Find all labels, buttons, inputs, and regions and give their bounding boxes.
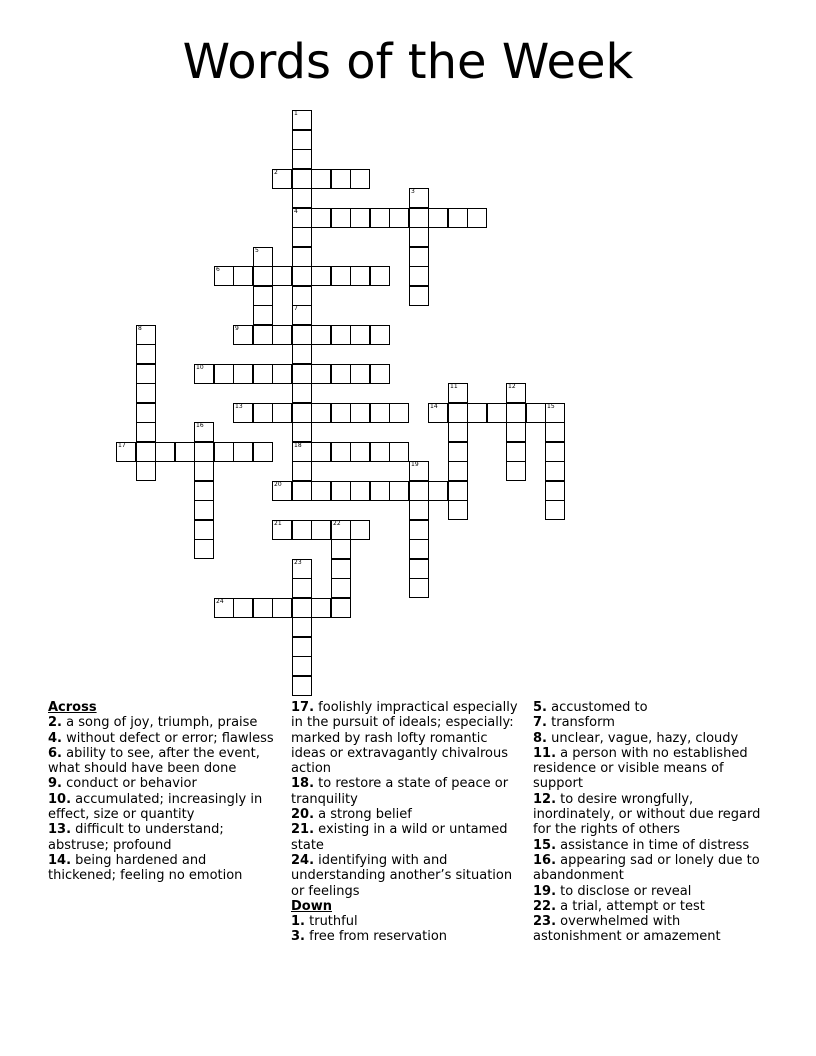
grid-cell[interactable] (155, 442, 175, 462)
grid-cell[interactable] (136, 383, 156, 403)
grid-cell[interactable] (292, 266, 312, 286)
grid-cell[interactable] (292, 442, 312, 462)
grid-cell-number: 16 (196, 422, 204, 429)
grid-cell[interactable] (331, 364, 351, 384)
grid-cell[interactable] (448, 403, 468, 423)
grid-cell[interactable] (370, 442, 390, 462)
grid-cell[interactable] (350, 481, 370, 501)
grid-cell[interactable] (194, 500, 214, 520)
grid-cell-number: 18 (294, 442, 302, 449)
grid-cell[interactable] (253, 247, 273, 267)
clue-number: 12. (533, 791, 557, 807)
grid-cell[interactable] (194, 539, 214, 559)
grid-cell[interactable] (370, 364, 390, 384)
clue-number: 9. (48, 776, 62, 792)
grid-cell[interactable] (233, 598, 253, 618)
grid-cell[interactable] (292, 617, 312, 637)
grid-cell-number: 20 (274, 481, 282, 488)
clue-text: existing in a wild or untamed state (291, 822, 508, 853)
grid-cell[interactable] (331, 325, 351, 345)
grid-cell[interactable] (292, 208, 312, 228)
clue-column-2 (291, 700, 523, 945)
clue-number: 18. (291, 776, 315, 792)
grid-cell[interactable] (409, 188, 429, 208)
grid-cell[interactable] (253, 598, 273, 618)
clue (291, 700, 523, 776)
grid-cell[interactable] (214, 442, 234, 462)
clue-text: a song of joy, triumph, praise (66, 715, 258, 731)
grid-cell[interactable] (389, 442, 409, 462)
clue (48, 731, 276, 746)
grid-cell[interactable] (331, 403, 351, 423)
clue (291, 853, 523, 899)
grid-cell[interactable] (331, 539, 351, 559)
clue-column-3 (533, 700, 761, 945)
clue-number: 14. (48, 852, 72, 868)
grid-cell[interactable] (292, 637, 312, 657)
grid-cell[interactable] (487, 403, 507, 423)
grid-cell[interactable] (545, 461, 565, 481)
clue-number: 2. (48, 715, 62, 731)
clue (48, 746, 276, 777)
grid-cell[interactable] (233, 403, 253, 423)
grid-cell[interactable] (136, 403, 156, 423)
clue-number: 1. (291, 914, 305, 930)
clue-number: 11. (533, 745, 557, 761)
clue (48, 776, 276, 791)
grid-cell[interactable] (292, 403, 312, 423)
grid-cell[interactable] (292, 227, 312, 247)
grid-cell-number: 24 (216, 598, 224, 605)
section-header: Across (48, 700, 97, 715)
grid-cell[interactable] (467, 208, 487, 228)
grid-cell[interactable] (311, 266, 331, 286)
grid-cell[interactable] (448, 442, 468, 462)
grid-cell-number: 23 (294, 559, 302, 566)
grid-cell[interactable] (292, 461, 312, 481)
grid-cell[interactable] (311, 403, 331, 423)
grid-cell[interactable] (311, 598, 331, 618)
grid-cell[interactable] (331, 598, 351, 618)
clue (48, 792, 276, 823)
grid-cell[interactable] (311, 169, 331, 189)
grid-cell[interactable] (214, 364, 234, 384)
grid-cell[interactable] (350, 325, 370, 345)
clue-text: transform (551, 715, 615, 731)
clue-number: 3. (291, 929, 305, 945)
grid-cell-number: 13 (235, 403, 243, 410)
grid-cell-number: 12 (508, 383, 516, 390)
grid-cell[interactable] (545, 442, 565, 462)
grid-cell[interactable] (292, 110, 312, 130)
clue-text: accustomed to (551, 700, 648, 715)
grid-cell[interactable] (448, 481, 468, 501)
clue-number: 23. (533, 914, 557, 930)
grid-cell[interactable] (389, 403, 409, 423)
clue-number: 13. (48, 822, 72, 838)
clue (291, 914, 523, 929)
clue (533, 853, 761, 884)
clue-number: 4. (48, 730, 62, 746)
grid-cell[interactable] (292, 169, 312, 189)
grid-cell[interactable] (175, 442, 195, 462)
grid-cell[interactable] (506, 461, 526, 481)
clue (533, 715, 761, 730)
grid-cell[interactable] (272, 520, 292, 540)
grid-cell[interactable] (214, 598, 234, 618)
clue-number: 7. (533, 715, 547, 731)
grid-cell[interactable] (214, 266, 234, 286)
clue-text: a person with no established residence or visible means of support (533, 745, 748, 792)
clue-number: 19. (533, 883, 557, 899)
grid-cell[interactable] (448, 422, 468, 442)
clue-number: 24. (291, 852, 315, 868)
grid-cell[interactable] (311, 364, 331, 384)
grid-cell[interactable] (409, 520, 429, 540)
grid-cell[interactable] (350, 520, 370, 540)
grid-cell[interactable] (448, 383, 468, 403)
grid-cell[interactable] (370, 403, 390, 423)
grid-cell[interactable] (253, 266, 273, 286)
grid-cell-number: 22 (333, 520, 341, 527)
clue-text: a trial, attempt or test (560, 898, 705, 914)
grid-cell[interactable] (350, 403, 370, 423)
grid-cell[interactable] (233, 364, 253, 384)
grid-cell[interactable] (292, 520, 312, 540)
grid-cell[interactable] (350, 169, 370, 189)
clue (533, 700, 761, 715)
grid-cell[interactable] (448, 208, 468, 228)
grid-cell[interactable] (194, 520, 214, 540)
grid-cell[interactable] (526, 403, 546, 423)
grid-cell[interactable] (467, 403, 487, 423)
grid-cell[interactable] (331, 208, 351, 228)
clue (533, 914, 761, 945)
clue (291, 929, 523, 944)
grid-cell[interactable] (292, 383, 312, 403)
grid-cell[interactable] (389, 481, 409, 501)
grid-cell[interactable] (136, 344, 156, 364)
grid-cell[interactable] (292, 481, 312, 501)
grid-cell[interactable] (350, 266, 370, 286)
clue (48, 853, 276, 884)
grid-cell[interactable] (409, 247, 429, 267)
section-header: Down (291, 898, 332, 914)
grid-cell[interactable] (389, 208, 409, 228)
grid-cell[interactable] (253, 305, 273, 325)
grid-cell-number: 11 (450, 383, 458, 390)
clue (533, 746, 761, 792)
grid-cell[interactable] (136, 422, 156, 442)
grid-cell[interactable] (136, 325, 156, 345)
grid-cell[interactable] (253, 325, 273, 345)
grid-cell[interactable] (331, 520, 351, 540)
grid-cell[interactable] (506, 403, 526, 423)
clue-number: 21. (291, 822, 315, 838)
grid-cell-number: 17 (118, 442, 126, 449)
clue (48, 715, 276, 730)
clue (291, 822, 523, 853)
clue-number: 15. (533, 837, 557, 853)
grid-cell[interactable] (194, 364, 214, 384)
grid-cell[interactable] (331, 481, 351, 501)
grid-cell[interactable] (253, 286, 273, 306)
grid-cell[interactable] (253, 442, 273, 462)
grid-cell[interactable] (292, 559, 312, 579)
clue-number: 16. (533, 852, 557, 868)
grid-cell[interactable] (409, 208, 429, 228)
clue-text: being hardened and thickened; feeling no emotion (48, 852, 243, 884)
clue-text: to restore a state of peace or tranquility (291, 776, 509, 807)
grid-cell[interactable] (506, 383, 526, 403)
grid-cell[interactable] (545, 422, 565, 442)
grid-cell-number: 7 (294, 305, 298, 312)
grid-cell[interactable] (331, 442, 351, 462)
clue-text: accumulated; increasingly in effect, size or quantity (48, 791, 263, 823)
grid-cell[interactable] (272, 598, 292, 618)
grid-cell[interactable] (194, 481, 214, 501)
clue-text: overwhelmed with astonishment or amazement (533, 914, 721, 945)
grid-cell[interactable] (350, 208, 370, 228)
clue (291, 807, 523, 822)
grid-cell[interactable] (292, 578, 312, 598)
grid-cell[interactable] (448, 500, 468, 520)
grid-cell[interactable] (311, 481, 331, 501)
grid-cell-number: 5 (255, 247, 259, 254)
grid-cell[interactable] (428, 481, 448, 501)
clue-number: 20. (291, 807, 315, 823)
grid-cell[interactable] (331, 169, 351, 189)
grid-cell[interactable] (409, 559, 429, 579)
clue-number: 6. (48, 745, 62, 761)
grid-cell[interactable] (409, 481, 429, 501)
clue-text: foolishly impractical especially in the pursuit of ideals; especially: marked by rash lofty romantic ideas or extravagantly chivalrous action (291, 700, 518, 777)
grid-cell[interactable] (292, 344, 312, 364)
grid-cell-number: 4 (294, 208, 298, 215)
grid-cell-number: 2 (274, 169, 278, 176)
clue-text: a strong belief (318, 807, 412, 823)
grid-cell[interactable] (292, 130, 312, 150)
grid-cell-number: 14 (430, 403, 438, 410)
grid-cell-number: 19 (411, 461, 419, 468)
grid-cell[interactable] (350, 442, 370, 462)
grid-cell[interactable] (272, 266, 292, 286)
grid-cell[interactable] (116, 442, 136, 462)
grid-cell-number: 10 (196, 364, 204, 371)
clue-text: ability to see, after the event, what should have been done (48, 745, 260, 777)
grid-cell[interactable] (428, 208, 448, 228)
clue-number: 5. (533, 700, 547, 715)
grid-cell[interactable] (292, 656, 312, 676)
grid-cell[interactable] (350, 364, 370, 384)
clue-text: assistance in time of distress (560, 837, 750, 853)
grid-cell[interactable] (448, 461, 468, 481)
grid-cell[interactable] (272, 403, 292, 423)
grid-cell[interactable] (272, 325, 292, 345)
clue-number: 8. (533, 730, 547, 746)
grid-cell[interactable] (311, 325, 331, 345)
clue-text: unclear, vague, hazy, cloudy (551, 730, 739, 746)
grid-cell-number: 8 (138, 325, 142, 332)
grid-cell[interactable] (409, 286, 429, 306)
grid-cell[interactable] (409, 500, 429, 520)
grid-cell[interactable] (272, 364, 292, 384)
grid-cell[interactable] (292, 149, 312, 169)
clue-text: to disclose or reveal (560, 883, 692, 899)
grid-cell[interactable] (292, 325, 312, 345)
grid-cell[interactable] (292, 305, 312, 325)
grid-cell-number: 21 (274, 520, 282, 527)
clue (48, 822, 276, 853)
grid-cell[interactable] (370, 325, 390, 345)
grid-cell-number: 15 (547, 403, 555, 410)
clue-text: conduct or behavior (66, 776, 197, 792)
grid-cell[interactable] (292, 188, 312, 208)
clue (533, 884, 761, 899)
clue (533, 838, 761, 853)
clue-text: identifying with and understanding another’s situation or feelings (291, 852, 513, 899)
grid-cell[interactable] (272, 169, 292, 189)
grid-cell-number: 3 (411, 188, 415, 195)
grid-cell[interactable] (292, 422, 312, 442)
clue-text: free from reservation (309, 929, 448, 945)
clue-number: 10. (48, 791, 72, 807)
grid-cell[interactable] (253, 403, 273, 423)
page-title: Words of the Week (182, 34, 634, 90)
grid-cell[interactable] (409, 266, 429, 286)
grid-cell[interactable] (311, 442, 331, 462)
grid-cell-number: 6 (216, 266, 220, 273)
grid-cell[interactable] (136, 442, 156, 462)
grid-cell[interactable] (506, 442, 526, 462)
grid-cell[interactable] (272, 481, 292, 501)
grid-cell[interactable] (292, 286, 312, 306)
grid-cell[interactable] (292, 364, 312, 384)
grid-cell[interactable] (194, 461, 214, 481)
grid-cell[interactable] (428, 403, 448, 423)
grid-cell[interactable] (292, 247, 312, 267)
grid-cell[interactable] (292, 598, 312, 618)
grid-cell[interactable] (370, 481, 390, 501)
grid-cell[interactable] (409, 578, 429, 598)
grid-cell[interactable] (506, 422, 526, 442)
clue-text: truthful (309, 914, 358, 930)
grid-cell[interactable] (545, 500, 565, 520)
grid-cell[interactable] (194, 442, 214, 462)
grid-cell[interactable] (370, 208, 390, 228)
grid-cell[interactable] (136, 364, 156, 384)
grid-cell[interactable] (545, 403, 565, 423)
grid-cell[interactable] (545, 481, 565, 501)
clue-text: without defect or error; flawless (66, 730, 274, 746)
grid-cell[interactable] (370, 266, 390, 286)
clue-column-1 (48, 700, 276, 884)
grid-cell-number: 1 (294, 110, 298, 117)
clue (533, 731, 761, 746)
grid-cell[interactable] (292, 676, 312, 696)
grid-cell[interactable] (194, 422, 214, 442)
grid-cell[interactable] (136, 461, 156, 481)
clue-text: appearing sad or lonely due to abandonment (533, 852, 760, 884)
grid-cell-number: 9 (235, 325, 239, 332)
grid-cell[interactable] (311, 520, 331, 540)
clue-number: 17. (291, 700, 315, 715)
grid-cell[interactable] (409, 461, 429, 481)
grid-cell[interactable] (409, 227, 429, 247)
grid-cell[interactable] (233, 442, 253, 462)
grid-cell[interactable] (233, 266, 253, 286)
grid-cell[interactable] (253, 364, 273, 384)
grid-cell[interactable] (331, 578, 351, 598)
grid-cell[interactable] (331, 266, 351, 286)
clue (291, 776, 523, 807)
clue (533, 792, 761, 838)
clue-number: 22. (533, 898, 557, 914)
clue (533, 899, 761, 914)
grid-cell[interactable] (233, 325, 253, 345)
grid-cell[interactable] (409, 539, 429, 559)
grid-cell[interactable] (311, 208, 331, 228)
clue-text: to desire wrongfully, inordinately, or without due regard for the rights of others (533, 791, 761, 838)
grid-cell[interactable] (331, 559, 351, 579)
clue-text: difficult to understand; abstruse; profound (48, 822, 224, 853)
